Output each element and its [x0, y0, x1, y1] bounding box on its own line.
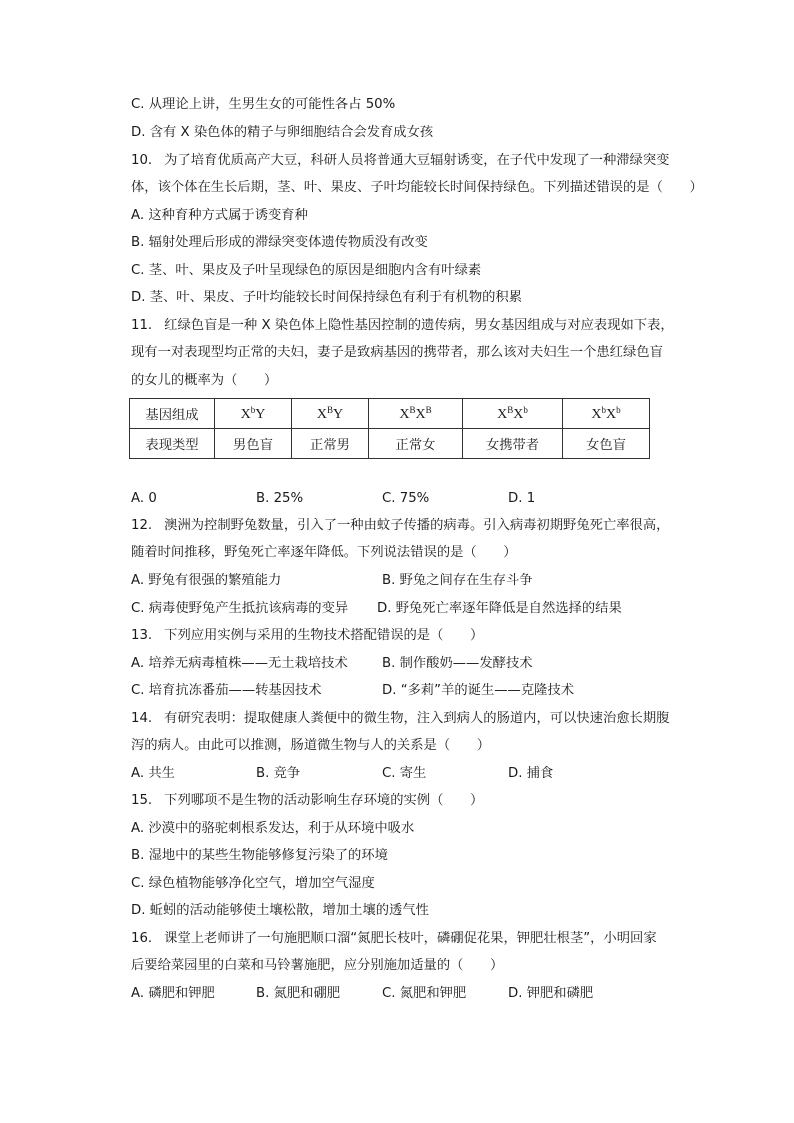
q13-option-d: D. “多莉”羊的诞生——克隆技术: [382, 683, 575, 698]
q15-option-c: C. 绿色植物能够净化空气，增加空气湿度: [131, 876, 375, 891]
q13-option-b: B. 制作酸奶——发酵技术: [382, 656, 533, 671]
question-text: 下列哪项不是生物的活动影响生存环境的实例（ ）: [164, 793, 484, 808]
table-cell-phenotype: 男色盲: [215, 429, 292, 459]
table-cell-genotype: $X^BX^b$: [463, 399, 563, 429]
table-cell-phenotype: 正常女: [369, 429, 463, 459]
q12-option-b: B. 野兔之间存在生存斗争: [382, 573, 533, 588]
table-cell-phenotype: 女携带者: [463, 429, 563, 459]
q14-option-b: B. 竞争: [256, 766, 301, 781]
table-cell-genotype: $X^bX^b$: [563, 399, 650, 429]
question-number: 16.: [131, 931, 153, 946]
question-text: 课堂上老师讲了一句施肥顺口溜“氮肥长枝叶，磷硼促花果，钾肥壮根茎”，小明回家: [164, 931, 657, 946]
q16-stem-line-2: 后要给菜园里的白菜和马铃薯施肥，应分别施加适量的（ ）: [131, 958, 504, 973]
q12-option-a: A. 野兔有很强的繁殖能力: [131, 573, 282, 588]
table-cell-phenotype: 女色盲: [563, 429, 650, 459]
q13-stem: [131, 626, 483, 646]
q14-stem-line-1: [131, 709, 669, 729]
table-cell-genotype: $X^BY$: [292, 399, 369, 429]
q11-option-a: A. 0: [131, 491, 157, 506]
q13-option-a: A. 培养无病毒植株——无土栽培技术: [131, 656, 348, 671]
q16-option-b: B. 氮肥和硼肥: [256, 986, 341, 1001]
q14-option-c: C. 寄生: [382, 766, 427, 781]
question-text: 有研究表明：提取健康人粪便中的微生物，注入到病人的肠道内，可以快速治愈长期腹: [164, 711, 670, 726]
q14-option-a: A. 共生: [131, 766, 175, 781]
q11-stem-line-2: 现有一对表现型均正常的夫妇，妻子是致病基因的携带者，那么该对夫妇生一个患红绿色盲: [131, 345, 663, 360]
table-header-cell: 表现类型: [130, 429, 215, 459]
q10-stem-line-1: [131, 151, 669, 171]
q16-stem-line-1: [131, 929, 657, 949]
question-number: 13.: [131, 628, 153, 643]
q14-option-d: D. 捕食: [508, 766, 554, 781]
table-cell-genotype: $X^bY$: [215, 399, 292, 429]
question-text: 红绿色盲是一种 X 染色体上隐性基因控制的遗传病，男女基因组成与对应表现如下表，: [164, 318, 674, 333]
q10-option-b: B. 辐射处理后形成的滞绿突变体遗传物质没有改变: [131, 235, 428, 250]
genotype-table: [129, 398, 650, 459]
table-row-phenotype: [130, 429, 650, 459]
q15-stem: [131, 791, 483, 811]
q11-option-d: D. 1: [508, 491, 536, 506]
q12-option-c: C. 病毒使野兔产生抵抗该病毒的变异: [131, 601, 349, 616]
question-text: 为了培育优质高产大豆，科研人员将普通大豆辐射诱变，在子代中发现了一种滞绿突变: [164, 153, 670, 168]
q15-option-d: D. 蚯蚓的活动能够使土壤松散，增加土壤的透气性: [131, 903, 429, 918]
table-header-cell: 基因组成: [130, 399, 215, 429]
q11-option-b: B. 25%: [256, 491, 304, 506]
q14-stem-line-2: 泻的病人。由此可以推测，肠道微生物与人的关系是（ ）: [131, 738, 491, 753]
q13-option-c: C. 培育抗冻番茄——转基因技术: [131, 683, 322, 698]
q11-stem-line-3: 的女儿的概率为（ ）: [131, 373, 278, 388]
question-text: 下列应用实例与采用的生物技术搭配错误的是（ ）: [164, 628, 484, 643]
q16-option-d: D. 钾肥和磷肥: [508, 986, 594, 1001]
question-number: 10.: [131, 153, 153, 168]
question-number: 11.: [131, 318, 153, 333]
q12-option-d: D. 野兔死亡率逐年降低是自然选择的结果: [377, 601, 622, 616]
table-row-genotype: [130, 399, 650, 429]
q16-option-c: C. 氮肥和钾肥: [382, 986, 467, 1001]
question-text: 澳洲为控制野兔数量，引入了一种由蚊子传播的病毒。引入病毒初期野兔死亡率很高，: [164, 518, 670, 533]
q11-option-c: C. 75%: [382, 491, 430, 506]
q12-stem-line-1: [131, 516, 669, 536]
q15-option-a: A. 沙漠中的骆驼刺根系发达，利于从环境中吸水: [131, 821, 415, 836]
q15-option-b: B. 湿地中的某些生物能够修复污染了的环境: [131, 848, 388, 863]
table-cell-phenotype: 正常男: [292, 429, 369, 459]
q9-option-c: C. 从理论上讲，生男生女的可能性各占 50%: [131, 97, 396, 112]
q10-option-a: A. 这种育种方式属于诱变育种: [131, 208, 308, 223]
q10-option-d: D. 茎、叶、果皮、子叶均能较长时间保持绿色有利于有机物的积累: [131, 290, 523, 305]
q12-stem-line-2: 随着时间推移，野兔死亡率逐年降低。下列说法错误的是（ ）: [131, 545, 517, 560]
q10-stem-line-2: 体，该个体在生长后期，茎、叶、果皮、子叶均能较长时间保持绿色。下列描述错误的是（ ）: [131, 180, 703, 195]
question-number: 12.: [131, 518, 153, 533]
q11-stem-line-1: [131, 316, 674, 336]
q16-option-a: A. 磷肥和钾肥: [131, 986, 215, 1001]
question-number: 15.: [131, 793, 153, 808]
q9-option-d: D. 含有 X 染色体的精子与卵细胞结合会发育成女孩: [131, 125, 434, 140]
question-number: 14.: [131, 711, 153, 726]
q10-option-c: C. 茎、叶、果皮及子叶呈现绿色的原因是细胞内含有叶绿素: [131, 263, 482, 278]
table-cell-genotype: $X^BX^B$: [369, 399, 463, 429]
